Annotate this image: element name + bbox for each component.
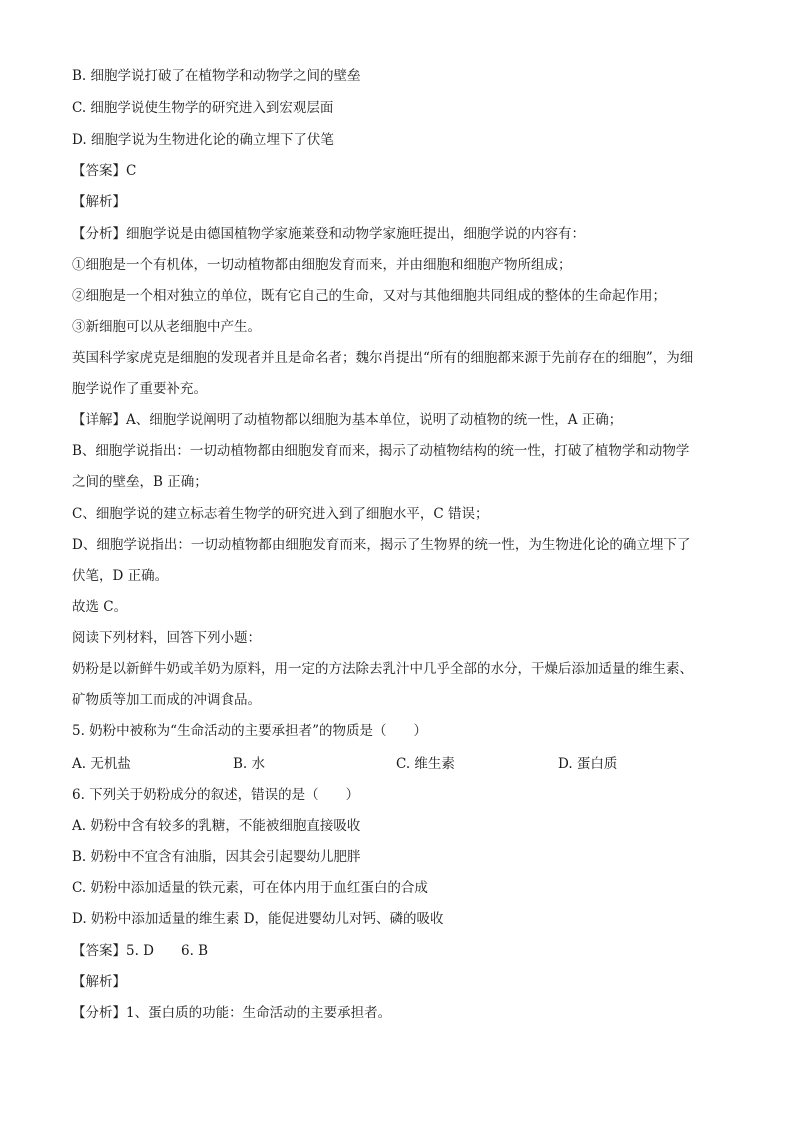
analysis-heading: 【解析】 bbox=[72, 194, 126, 210]
theory-point-2: ②细胞是一个相对独立的单位，既有它自己的生命，又对与其他细胞共同组成的整体的生命起作用； bbox=[72, 288, 666, 304]
q6-option-a: A. 奶粉中含有较多的乳糖，不能被细胞直接吸收 bbox=[72, 818, 361, 834]
detail-d-line-1: D、细胞学说指出：一切动植物都由细胞发育而来，揭示了生物界的统一性，为生物进化论的确立埋下了 bbox=[72, 537, 691, 553]
detail-b-line-1: B、细胞学说指出：一切动植物都由细胞发育而来，揭示了动植物结构的统一性，打破了植物学和动物学 bbox=[72, 443, 690, 459]
question-6: 6. 下列关于奶粉成分的叙述，错误的是（ ） bbox=[72, 787, 360, 803]
q5-option-d: D. 蛋白质 bbox=[558, 756, 618, 772]
q5-option-a: A. 无机盐 bbox=[72, 756, 131, 772]
material-line-1: 奶粉是以新鲜牛奶或羊奶为原料，用一定的方法除去乳汁中几乎全部的水分，干燥后添加适量的维生素、 bbox=[72, 661, 693, 677]
analysis-heading-2: 【解析】 bbox=[72, 974, 126, 990]
analysis-protein: 【分析】1、蛋白质的功能：生命活动的主要承担者。 bbox=[72, 1005, 392, 1021]
conclusion-line: 故选 C。 bbox=[72, 599, 128, 615]
history-line-2: 胞学说作了重要补充。 bbox=[72, 381, 207, 397]
q6-option-b: B. 奶粉中不宜含有油脂，因其会引起婴幼儿肥胖 bbox=[72, 849, 361, 865]
history-line-1: 英国科学家虎克是细胞的发现者并且是命名者；魏尔肖提出“所有的细胞都来源于先前存在的细胞”，为细 bbox=[72, 350, 694, 366]
theory-point-1: ①细胞是一个有机体，一切动植物都由细胞发育而来，并由细胞和细胞产物所组成； bbox=[72, 257, 572, 273]
detail-b-line-2: 之间的壁垒，B 正确； bbox=[72, 474, 208, 490]
detail-d-line-2: 伏笔，D 正确。 bbox=[72, 568, 169, 584]
answer-line-2: 【答案】5. D 6. B bbox=[72, 943, 209, 959]
theory-point-3: ③新细胞可以从老细胞中产生。 bbox=[72, 319, 261, 335]
option-d-text: D. 细胞学说为生物进化论的确立埋下了伏笔 bbox=[72, 132, 334, 148]
reading-instruction: 阅读下列材料，回答下列小题： bbox=[72, 630, 261, 646]
detail-a: 【详解】A、细胞学说阐明了动植物都以细胞为基本单位，说明了动植物的统一性，A 正确； bbox=[72, 412, 623, 428]
answer-line: 【答案】C bbox=[72, 163, 137, 179]
option-b-text: B. 细胞学说打破了在植物学和动物学之间的壁垒 bbox=[72, 68, 361, 84]
q5-option-b: B. 水 bbox=[233, 756, 266, 772]
question-5: 5. 奶粉中被称为“生命活动的主要承担者”的物质是（ ） bbox=[72, 723, 427, 739]
option-c-text: C. 细胞学说使生物学的研究进入到宏观层面 bbox=[72, 100, 334, 116]
detail-c: C、细胞学说的建立标志着生物学的研究进入到了细胞水平，C 错误； bbox=[72, 506, 489, 522]
analysis-intro: 【分析】细胞学说是由德国植物学家施莱登和动物学家施旺提出，细胞学说的内容有： bbox=[72, 226, 585, 242]
material-line-2: 矿物质等加工而成的冲调食品。 bbox=[72, 692, 261, 708]
q6-option-c: C. 奶粉中添加适量的铁元素，可在体内用于血红蛋白的合成 bbox=[72, 880, 428, 896]
q5-option-c: C. 维生素 bbox=[396, 756, 455, 772]
q6-option-d: D. 奶粉中添加适量的维生素 D，能促进婴幼儿对钙、磷的吸收 bbox=[72, 911, 444, 927]
